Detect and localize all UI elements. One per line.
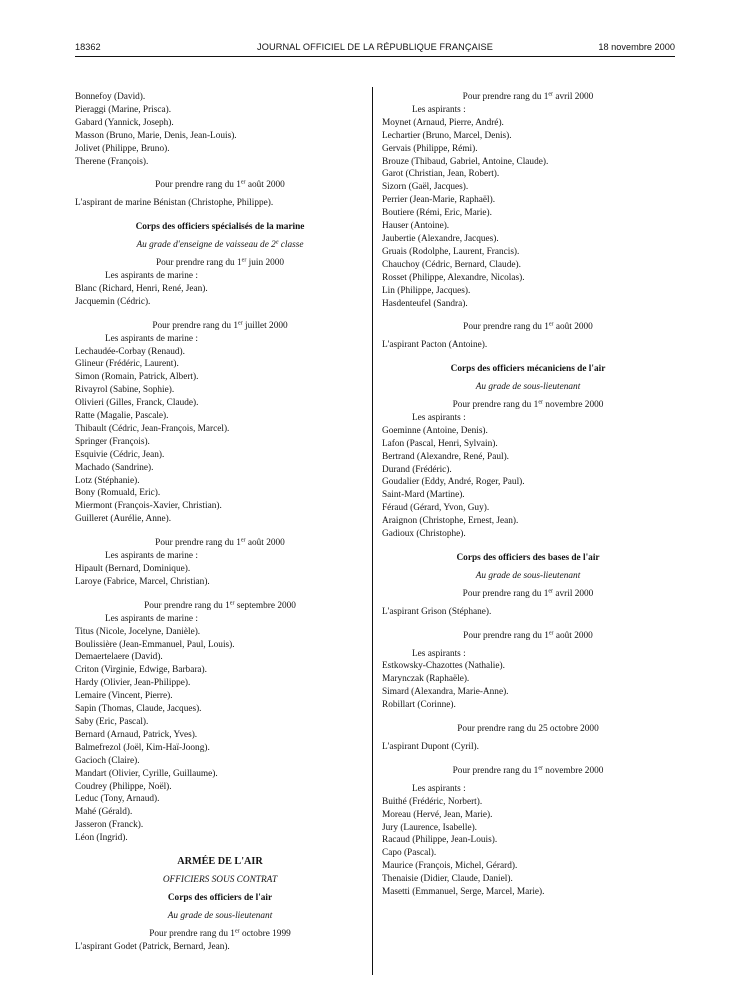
heading-post: novembre 2000 xyxy=(542,400,604,411)
corps-heading: Corps des officiers spécialisés de la marine xyxy=(135,222,305,233)
heading-pre: Pour prendre rang du 1 xyxy=(155,258,242,269)
name-entry: Estkowsky-Chazottes (Nathalie). xyxy=(382,661,505,672)
name-entry: Bertrand (Alexandre, René, Paul). xyxy=(382,451,510,462)
heading-pre: Pour prendre rang du 1 xyxy=(452,400,539,411)
rang-heading xyxy=(75,928,365,941)
rang-heading xyxy=(75,600,365,613)
names-list xyxy=(382,660,674,712)
name-entry: Blanc (Richard, Henri, René, Jean). xyxy=(75,283,208,294)
aspirant-entry: L'aspirant de marine Bénistan (Christophe, Philippe). xyxy=(75,198,274,209)
aspirant-entry: L'aspirant Dupont (Cyril). xyxy=(382,741,479,752)
heading-pre: Pour prendre rang du 1 xyxy=(462,588,549,599)
name-entry: Hauser (Antoine). xyxy=(382,221,450,232)
rang-heading xyxy=(382,630,674,643)
heading-sup: er xyxy=(548,321,554,328)
name-entry: Hardy (Olivier, Jean-Philippe). xyxy=(75,678,191,689)
name-entry: Gervais (Philippe, Rémi). xyxy=(382,143,478,154)
name-entry: Springer (François). xyxy=(75,436,150,447)
heading-post: novembre 2000 xyxy=(542,765,604,776)
name-entry: Bony (Romuald, Eric). xyxy=(75,488,161,499)
names-list xyxy=(75,346,365,527)
grade-heading: Au grade de sous-lieutenant xyxy=(475,382,581,393)
heading-sup: er xyxy=(538,765,543,772)
name-entry: Gruais (Rodolphe, Laurent, Francis). xyxy=(382,246,520,257)
name-entry: Lechaudée-Corbay (Renaud). xyxy=(75,346,185,357)
heading-pre: Pour prendre rang du 1 xyxy=(463,630,549,641)
name-entry: Laroye (Fabrice, Marcel, Christian). xyxy=(75,576,210,587)
heading-pre: Pour prendre rang du 1 xyxy=(463,322,549,333)
name-entry: Criton (Virginie, Edwige, Barbara). xyxy=(75,665,207,676)
name-entry: Gacioch (Claire). xyxy=(75,755,140,766)
name-entry: Rivayrol (Sabine, Sophie). xyxy=(75,385,175,396)
heading-sup: er xyxy=(548,588,554,595)
name-entry: Hasdenteufel (Sandra). xyxy=(382,298,468,309)
name-entry: Léon (Ingrid). xyxy=(75,833,128,844)
rang-heading xyxy=(382,399,674,412)
issue-date: 18 novembre 2000 xyxy=(598,42,675,52)
rang-heading xyxy=(382,588,674,601)
name-entry: Lemaire (Vincent, Pierre). xyxy=(75,691,173,702)
name-entry: Esquivie (Cédric, Jean). xyxy=(75,449,165,460)
heading-pre: Pour prendre rang du 1 xyxy=(155,538,241,549)
names-list xyxy=(75,563,365,589)
name-entry: Demaertelaere (David). xyxy=(75,652,163,663)
rang-heading xyxy=(382,765,674,778)
heading-sup: er xyxy=(238,320,243,327)
name-entry: Araignon (Christophe, Ernest, Jean). xyxy=(382,516,519,527)
heading-post: septembre 2000 xyxy=(234,600,296,611)
name-entry: Boulissière (Jean-Emmanuel, Paul, Louis). xyxy=(75,639,235,650)
heading-pre: Pour prendre rang du 1 xyxy=(452,765,539,776)
rang-heading xyxy=(75,179,365,192)
name-entry: Racaud (Philippe, Jean-Louis). xyxy=(382,835,498,846)
header-rule xyxy=(75,56,675,57)
name-entry: Masson (Bruno, Marie, Denis, Jean-Louis). xyxy=(75,130,237,141)
name-entry: Machado (Sandrine). xyxy=(75,462,154,473)
heading-sup: er xyxy=(240,179,246,186)
name-entry: Glineur (Frédéric, Laurent). xyxy=(75,359,179,370)
heading-post: août 2000 xyxy=(553,322,593,333)
aspirant-entry: L'aspirant Grison (Stéphane). xyxy=(382,606,492,617)
name-entry: Moynet (Arnaud, Pierre, André). xyxy=(382,117,504,128)
name-entry: Sizorn (Gaël, Jacques). xyxy=(382,182,469,193)
name-entry: Masetti (Emmanuel, Serge, Marcel, Marie). xyxy=(382,887,545,898)
name-entry: Durand (Frédéric). xyxy=(382,464,452,475)
name-entry: Lin (Philippe, Jacques). xyxy=(382,285,471,296)
heading-pre: Pour prendre rang du 1 xyxy=(152,320,239,331)
heading-post: juin 2000 xyxy=(246,258,285,269)
heading-post: avril 2000 xyxy=(553,588,594,599)
heading-post: août 2000 xyxy=(553,630,593,641)
name-entry: Goeminne (Antoine, Denis). xyxy=(382,425,488,436)
name-entry: Jaubertie (Alexandre, Jacques). xyxy=(382,233,499,244)
name-entry: Thenaisie (Didier, Claude, Daniel). xyxy=(382,874,513,885)
aspirant-entry: L'aspirant Pacton (Antoine). xyxy=(382,340,488,351)
page-header xyxy=(75,42,675,56)
names-list xyxy=(382,425,674,541)
name-entry: Leduc (Tony, Arnaud). xyxy=(75,794,160,805)
name-entry: Mahé (Gérald). xyxy=(75,807,133,818)
name-entry: Sapin (Thomas, Claude, Jacques). xyxy=(75,704,202,715)
heading-sup: er xyxy=(240,537,246,544)
name-entry: Buithé (Frédéric, Norbert). xyxy=(382,796,483,807)
names-list xyxy=(75,283,365,309)
heading-sup: er xyxy=(229,600,235,607)
officiers-sous-contrat-heading: OFFICIERS SOUS CONTRAT xyxy=(162,874,278,885)
aspirant-entry: L'aspirant Godet (Patrick, Bernard, Jean). xyxy=(75,941,230,952)
corps-heading: Corps des officiers des bases de l'air xyxy=(456,553,600,563)
name-entry: Lotz (Stéphanie). xyxy=(75,475,140,486)
rang-heading xyxy=(75,320,365,333)
grade-heading: Au grade de sous-lieutenant xyxy=(167,910,273,921)
heading-post: juillet 2000 xyxy=(242,320,288,331)
name-entry: Goudalier (Eddy, André, Roger, Paul). xyxy=(382,477,525,488)
name-entry: Thibault (Cédric, Jean-François, Marcel). xyxy=(75,423,230,434)
aspirants-label: Les aspirants : xyxy=(412,648,466,659)
name-entry: Garot (Christian, Jean, Robert). xyxy=(382,169,500,180)
rang-heading: Pour prendre rang du 25 octobre 2000 xyxy=(457,724,599,735)
name-entry: Bernard (Arnaud, Patrick, Yves). xyxy=(75,729,198,740)
rang-heading xyxy=(382,321,674,334)
name-entry: Rosset (Philippe, Alexandre, Nicolas). xyxy=(382,272,525,283)
heading-pre: Pour prendre rang du 1 xyxy=(155,180,241,191)
aspirants-label: Les aspirants : xyxy=(412,783,466,794)
heading-post: avril 2000 xyxy=(553,92,594,102)
heading-sup: er xyxy=(548,630,554,637)
rang-heading xyxy=(75,257,365,270)
heading-pre: Pour prendre rang du 1 xyxy=(462,92,549,102)
corps-heading: Corps des officiers mécaniciens de l'air xyxy=(450,364,606,375)
rang-heading xyxy=(382,91,674,104)
name-entry: Robillart (Corinne). xyxy=(382,700,456,711)
name-entry: Pieraggi (Marine, Prisca). xyxy=(75,104,172,115)
name-entry: Jacquemin (Cédric). xyxy=(75,296,151,307)
name-entry: Titus (Nicole, Jocelyne, Danièle). xyxy=(75,626,201,637)
name-entry: Coudrey (Philippe, Noël). xyxy=(75,781,172,792)
name-entry: Simon (Romain, Patrick, Albert). xyxy=(75,372,199,383)
name-entry: Jury (Laurence, Isabelle). xyxy=(382,822,477,833)
names-list xyxy=(75,626,365,845)
name-entry: Jasseron (Franck). xyxy=(75,820,144,831)
heading-sup: e xyxy=(275,239,279,246)
aspirants-label: Les aspirants : xyxy=(412,104,466,115)
heading-post: classe xyxy=(278,240,304,251)
name-entry: Maurice (François, Michel, Gérard). xyxy=(382,861,518,872)
name-entry: Lafon (Pascal, Henri, Sylvain). xyxy=(382,438,498,449)
name-entry: Capo (Pascal). xyxy=(382,848,437,859)
name-entry: Olivieri (Gilles, Franck, Claude). xyxy=(75,398,199,409)
name-entry: Jolivet (Philippe, Bruno). xyxy=(75,143,170,154)
aspirants-label: Les aspirants de marine : xyxy=(105,333,198,344)
name-entry: Lechartier (Bruno, Marcel, Denis). xyxy=(382,130,512,141)
right-column xyxy=(382,91,674,899)
name-entry: Therene (François). xyxy=(75,156,149,167)
name-entry: Perrier (Jean-Marie, Raphaël). xyxy=(382,195,496,206)
names-list xyxy=(75,91,365,168)
column-divider xyxy=(372,87,373,975)
aspirants-label: Les aspirants : xyxy=(412,412,466,423)
grade-heading: Au grade de sous-lieutenant xyxy=(475,570,581,581)
name-entry: Féraud (Gérard, Yvon, Guy). xyxy=(382,503,490,514)
name-entry: Saint-Mard (Martine). xyxy=(382,490,465,501)
armee-heading: ARMÉE DE L'AIR xyxy=(177,856,263,868)
name-entry: Gabard (Yannick, Joseph). xyxy=(75,117,174,128)
name-entry: Ratte (Magalie, Pascale). xyxy=(75,411,169,422)
aspirants-label: Les aspirants de marine : xyxy=(105,270,198,281)
names-list xyxy=(382,796,674,899)
heading-sup: er xyxy=(234,928,240,935)
name-entry: Hipault (Bernard, Dominique). xyxy=(75,564,191,574)
heading-pre: Pour prendre rang du 1 xyxy=(149,928,235,939)
name-entry: Balmefrezol (Joël, Kim-Haï-Joong). xyxy=(75,742,210,753)
heading-post: août 2000 xyxy=(245,180,285,191)
name-entry: Gadioux (Christophe). xyxy=(382,529,466,540)
aspirants-label: Les aspirants de marine : xyxy=(105,551,198,562)
name-entry: Boutiere (Rémi, Eric, Marie). xyxy=(382,208,492,219)
name-entry: Simard (Alexandra, Marie-Anne). xyxy=(382,687,509,698)
name-entry: Guilleret (Aurélie, Anne). xyxy=(75,514,172,525)
names-list xyxy=(382,117,674,311)
page-number: 18362 xyxy=(75,42,101,52)
grade-heading xyxy=(75,239,365,252)
heading-post: août 2000 xyxy=(245,538,285,549)
name-entry: Mandart (Olivier, Cyrille, Guillaume). xyxy=(75,768,218,779)
aspirants-label: Les aspirants de marine : xyxy=(105,613,198,624)
heading-sup: er xyxy=(241,257,247,264)
name-entry: Brouze (Thibaud, Gabriel, Antoine, Claude). xyxy=(382,156,549,167)
name-entry: Marynczak (Raphaële). xyxy=(382,674,470,685)
name-entry: Chauchoy (Cédric, Bernard, Claude). xyxy=(382,259,521,270)
name-entry: Moreau (Hervé, Jean, Marie). xyxy=(382,809,493,820)
name-entry: Bonnefoy (David). xyxy=(75,92,146,102)
heading-pre: Pour prendre rang du 1 xyxy=(144,600,230,611)
corps-heading: Corps des officiers de l'air xyxy=(167,892,273,903)
rang-heading xyxy=(75,537,365,550)
left-column xyxy=(75,91,365,953)
heading-sup: er xyxy=(548,91,554,98)
heading-sup: er xyxy=(538,399,543,406)
journal-title: JOURNAL OFFICIEL DE LA RÉPUBLIQUE FRANÇAISE xyxy=(257,42,493,52)
name-entry: Saby (Eric, Pascal). xyxy=(75,716,149,727)
name-entry: Miermont (François-Xavier, Christian). xyxy=(75,501,222,512)
heading-post: octobre 1999 xyxy=(239,928,291,939)
heading-pre: Au grade d'enseigne de vaisseau de 2 xyxy=(136,240,276,251)
